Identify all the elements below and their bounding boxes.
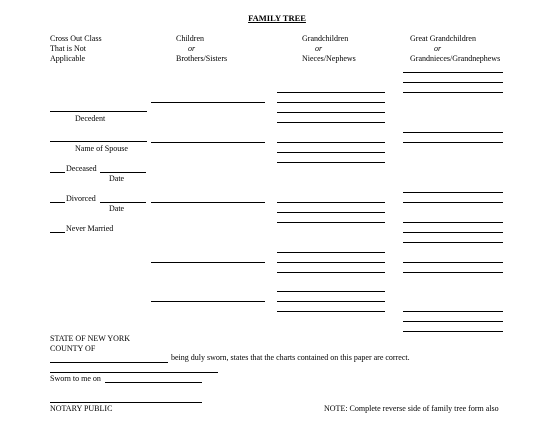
spouse-label: Name of Spouse (75, 144, 128, 153)
deceased-date-line[interactable] (100, 172, 146, 173)
affiant-name-line[interactable] (50, 362, 168, 363)
decedent-label: Decedent (75, 114, 106, 123)
children-line[interactable] (151, 262, 265, 263)
children-line[interactable] (151, 301, 265, 302)
grandchildren-line[interactable] (277, 272, 385, 273)
children-line[interactable] (151, 142, 265, 143)
great-grandchildren-line[interactable] (403, 192, 503, 193)
grandchildren-line[interactable] (277, 291, 385, 292)
notary-label: NOTARY PUBLIC (50, 404, 113, 413)
grandchildren-line[interactable] (277, 262, 385, 263)
children-line[interactable] (151, 202, 265, 203)
page-title: FAMILY TREE (248, 13, 306, 23)
signature-line[interactable] (50, 372, 218, 373)
great-grandchildren-line[interactable] (403, 82, 503, 83)
grandchildren-line[interactable] (277, 112, 385, 113)
sworn-statement: being duly sworn, states that the charts contained on this paper are correct. (171, 353, 410, 362)
grandchildren-line[interactable] (277, 142, 385, 143)
divorced-date-line[interactable] (100, 202, 146, 203)
col4-header-line2: or (434, 44, 442, 53)
footer-note: NOTE: Complete reverse side of family tree form also (324, 404, 499, 413)
grandchildren-line[interactable] (277, 222, 385, 223)
divorced-check-line[interactable] (50, 202, 65, 203)
col4-header-line3: Grandnieces/Grandnephews (410, 54, 501, 63)
grandchildren-line[interactable] (277, 311, 385, 312)
great-grandchildren-line[interactable] (403, 202, 503, 203)
great-grandchildren-line[interactable] (403, 272, 503, 273)
notary-signature-line[interactable] (50, 402, 202, 403)
deceased-date-label: Date (109, 174, 125, 183)
divorced-label: Divorced (66, 194, 96, 203)
sworn-to-label: Sworn to me on (50, 374, 101, 383)
great-grandchildren-line[interactable] (403, 331, 503, 332)
state-label: STATE OF NEW YORK (50, 334, 131, 343)
grandchildren-line[interactable] (277, 301, 385, 302)
great-grandchildren-line[interactable] (403, 232, 503, 233)
great-grandchildren-line[interactable] (403, 321, 503, 322)
great-grandchildren-line[interactable] (403, 92, 503, 93)
great-grandchildren-line[interactable] (403, 222, 503, 223)
col2-header-line2: or (188, 44, 196, 53)
deceased-check-line[interactable] (50, 172, 65, 173)
col2-header-line1: Children (176, 34, 204, 43)
grandchildren-line[interactable] (277, 212, 385, 213)
decedent-line[interactable] (50, 111, 147, 112)
spouse-line[interactable] (50, 141, 147, 142)
great-grandchildren-line[interactable] (403, 262, 503, 263)
great-grandchildren-line[interactable] (403, 142, 503, 143)
grandchildren-line[interactable] (277, 152, 385, 153)
great-grandchildren-line[interactable] (403, 132, 503, 133)
county-label: COUNTY OF (50, 344, 96, 353)
great-grandchildren-line[interactable] (403, 311, 503, 312)
never-married-label: Never Married (66, 224, 114, 233)
col1-header-line3: Applicable (50, 54, 86, 63)
col2-header-line3: Brothers/Sisters (176, 54, 228, 63)
col4-header-line1: Great Grandchildren (410, 34, 476, 43)
never-married-check-line[interactable] (50, 232, 65, 233)
grandchildren-line[interactable] (277, 102, 385, 103)
children-line[interactable] (151, 102, 265, 103)
great-grandchildren-line[interactable] (403, 242, 503, 243)
grandchildren-line[interactable] (277, 92, 385, 93)
great-grandchildren-line[interactable] (403, 72, 503, 73)
col1-header-line2: That is Not (50, 44, 86, 53)
sworn-date-line[interactable] (105, 382, 202, 383)
deceased-label: Deceased (66, 164, 97, 173)
grandchildren-line[interactable] (277, 252, 385, 253)
col3-header-line3: Nieces/Nephews (302, 54, 356, 63)
divorced-date-label: Date (109, 204, 125, 213)
col3-header-line2: or (315, 44, 323, 53)
col1-header-line1: Cross Out Class (50, 34, 102, 43)
grandchildren-line[interactable] (277, 202, 385, 203)
col3-header-line1: Grandchildren (302, 34, 349, 43)
grandchildren-line[interactable] (277, 162, 385, 163)
grandchildren-line[interactable] (277, 122, 385, 123)
